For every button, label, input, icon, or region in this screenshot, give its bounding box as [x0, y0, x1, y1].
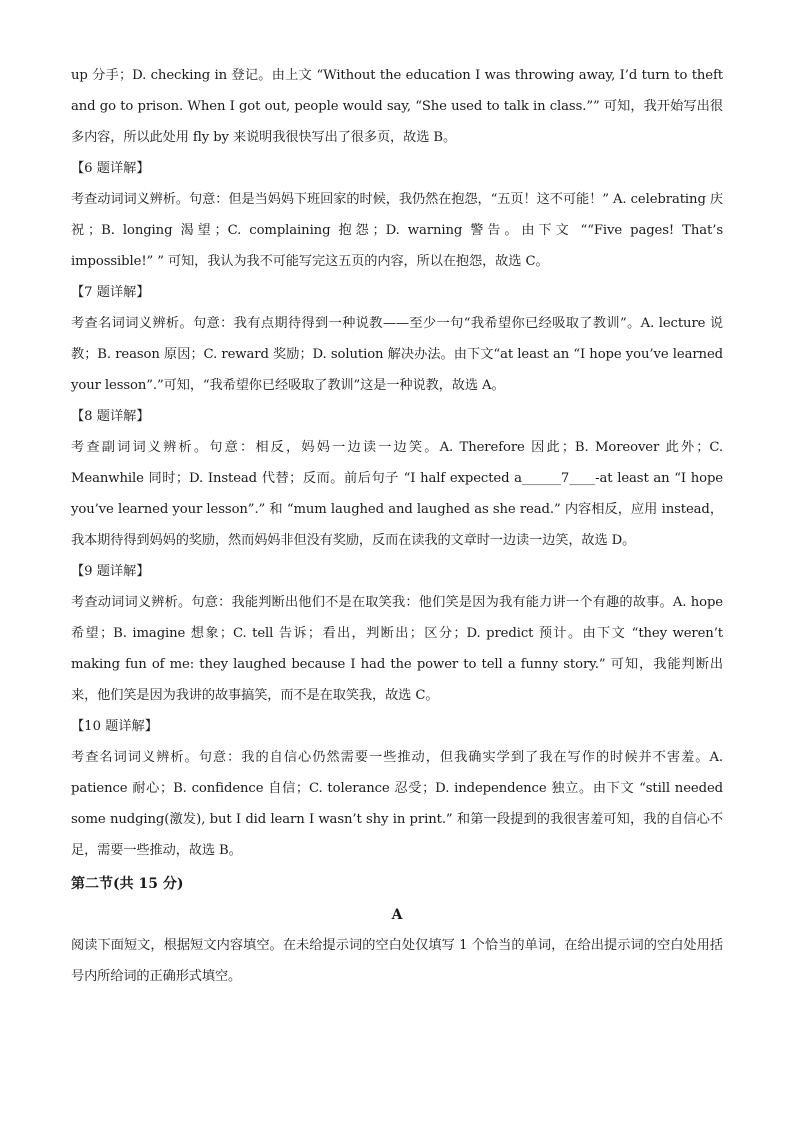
question-9-explanation: 考查动词词义辨析。句意：我能判断出他们不是在取笑我：他们笑是因为我有能力讲一个有趣的故事。A. hope 希望；B. imagine 想象；C. tell 告诉；看出，判断出；区分；D. predict 预计。由下文 “they weren’t making fun of me: they laughed because I had the power to tell a funny story.” 可知，我能判断出来，他们笑是因为我讲的故事搞笑，而不是在取笑我，故选 C。 — [71, 595, 723, 703]
question-10-explanation: 考查名词词义辨析。句意：我的自信心仍然需要一些推动，但我确实学到了我在写作的时候并不害羞。A. patience 耐心；B. confidence 自信；C. tolerance 忍受；D. independence 独立。由下文 “still needed some nudging(激发), but I did learn I wasn’t shy in print.” 和第一段提到的我很害羞可知，我的自信心不足，需要一些推动，故选 B。 — [71, 750, 723, 858]
section-2-title: 第二节(共 15 分) — [71, 876, 184, 892]
explanation-5-continued: up 分手；D. checking in 登记。由上文 “Without the education I was throwing away, I’d turn to theft and go to prison. When I got out, people would say, “She used to talk in class.”” 可知，我开始写出很多内容，所以此处用 fly by 来说明我很快写出了很多页，故选 B。 — [71, 68, 723, 145]
passage-a-label: A — [391, 907, 403, 923]
question-9-heading: 【9 题详解】 — [71, 564, 150, 579]
question-10-heading: 【10 题详解】 — [71, 719, 158, 734]
question-7-heading: 【7 题详解】 — [71, 285, 150, 300]
question-8-explanation: 考查副词词义辨析。句意：相反，妈妈一边读一边笑。A. Therefore 因此；B. Moreover 此外；C. Meanwhile 同时；D. Instead 代替；反而。前后句子 “I half expected a______7____-at least an “I hope you’ve learned your lesson”.” 和 “mum laughed and laughed as she read.” 内容相反，应用 instead，我本期待得到妈妈的奖励，然而妈妈非但没有奖励，反而在读我的文章时一边读一边笑，故选 D。 — [71, 440, 723, 548]
question-7-explanation: 考查名词词义辨析。句意：我有点期待得到一种说教——至少一句“我希望你已经吸取了教训”。A. lecture 说教；B. reason 原因；C. reward 奖励；D. solution 解决办法。由下文“at least an “I hope you’ve learned your lesson”.”可知，“我希望你已经吸取了教训”这是一种说教，故选 A。 — [71, 316, 723, 393]
question-8-heading: 【8 题详解】 — [71, 409, 150, 424]
document-page — [71, 60, 723, 992]
question-6-explanation: 考查动词词义辨析。句意：但是当妈妈下班回家的时候，我仍然在抱怨，“五页！这不可能！” A. celebrating 庆祝；B. longing 渴望；C. complaining 抱怨；D. warning 警告。由下文 ““Five pages! That’s impossible!” ” 可知，我认为我不可能写完这五页的内容，所以在抱怨，故选 C。 — [71, 192, 723, 269]
question-6-heading: 【6 题详解】 — [71, 161, 150, 176]
section-2-instructions: 阅读下面短文，根据短文内容填空。在未给提示词的空白处仅填写 1 个恰当的单词，在给出提示词的空白处用括号内所给词的正确形式填空。 — [71, 938, 723, 984]
